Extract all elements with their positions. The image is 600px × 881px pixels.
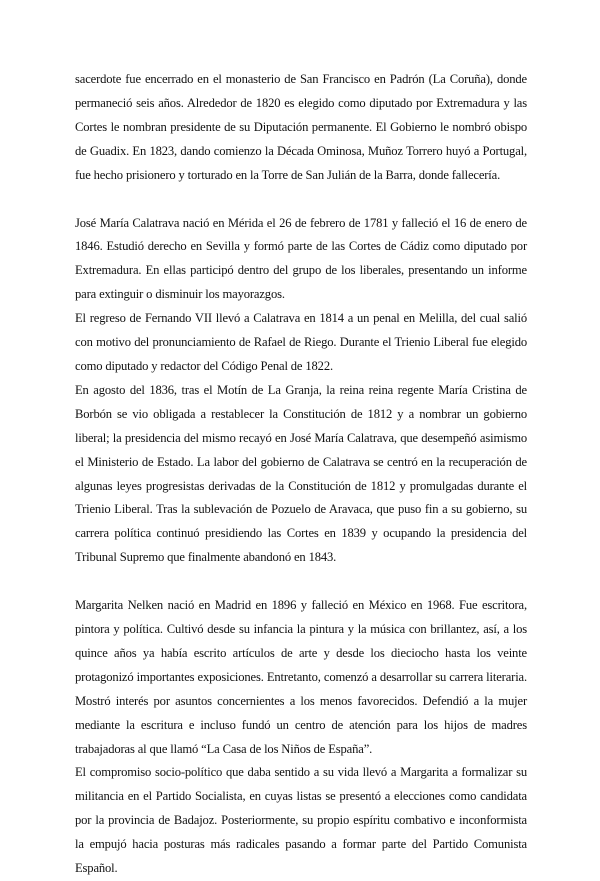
paragraph-munoz-torrero: sacerdote fue encerrado en el monasterio de San Francisco en Padrón (La Coruña), donde permaneció seis años. Alrededor de 1820 es elegido como diputado por Extremadura y las Cortes le nombran presidente de su Diputación permanente. El Gobierno le nombró obispo de Guadix. En 1823, dando comienzo la Década Ominosa, Muñoz Torrero huyó a Portugal, fue hecho prisionero y torturado en la Torre de San Julián de la Barra, donde fallecería.: [75, 72, 527, 182]
paragraph-gap: [75, 570, 527, 594]
paragraph-calatrava-penal: El regreso de Fernando VII llevó a Calatrava en 1814 a un penal en Melilla, del cual salió con motivo del pronunciamiento de Rafael de Riego. Durante el Trienio Liberal fue elegido como diputado y redactor del Código Penal de 1822.: [75, 311, 527, 373]
document-page: [75, 68, 527, 881]
paragraph-gap: [75, 188, 527, 212]
paragraph-nelken-politica: El compromiso socio-político que daba sentido a su vida llevó a Margarita a formalizar su militancia en el Partido Socialista, en cuyas listas se presentó a elecciones como candidata por la provincia de Badajoz. Posteriormente, su propio espíritu combativo e inconformista la empujó hacia posturas más radicales pasando a formar parte del Partido Comunista Español.: [75, 765, 527, 876]
paragraph-calatrava-gobierno: En agosto del 1836, tras el Motín de La Granja, la reina reina regente María Cristina de Borbón se vio obligada a restablecer la Constitución de 1812 y a nombrar un gobierno liberal; la presidencia del mismo recayó en José María Calatrava, que desempeñó asimismo el Ministerio de Estado. La labor del gobierno de Calatrava se centró en la recuperación de algunas leyes progresistas derivadas de la Constitución de 1812 y promulgadas durante el Trienio Liberal. Tras la sublevación de Pozuelo de Aravaca, que puso fin a su gobierno, su carrera política continuó presidiendo las Cortes en 1839 y ocupando la presidencia del Tribunal Supremo que finalmente abandonó en 1843.: [75, 382, 527, 565]
paragraph-nelken-intro: Margarita Nelken nació en Madrid en 1896 y falleció en México en 1968. Fue escritora, pintora y política. Cultivó desde su infancia la pintura y la música con brillantez, así, a los quince años ya había escrito artículos de arte y desde los dieciocho hasta los veinte protagonizó importantes exposiciones. Entretanto, comenzó a desarrollar su carrera literaria. Mostró interés por asuntos concernientes a los menos favorecidos. Defendió a la mujer mediante la escritura e incluso fundó un centro de atención para los hijos de madres trabajadoras al que llamó “La Casa de los Niños de España”.: [75, 598, 527, 756]
paragraph-calatrava-intro: José María Calatrava nació en Mérida el 26 de febrero de 1781 y falleció el 16 de enero de 1846. Estudió derecho en Sevilla y formó parte de las Cortes de Cádiz como diputado por Extremadura. En ellas participó dentro del grupo de los liberales, presentando un informe para extinguir o disminuir los mayorazgos.: [75, 215, 527, 302]
